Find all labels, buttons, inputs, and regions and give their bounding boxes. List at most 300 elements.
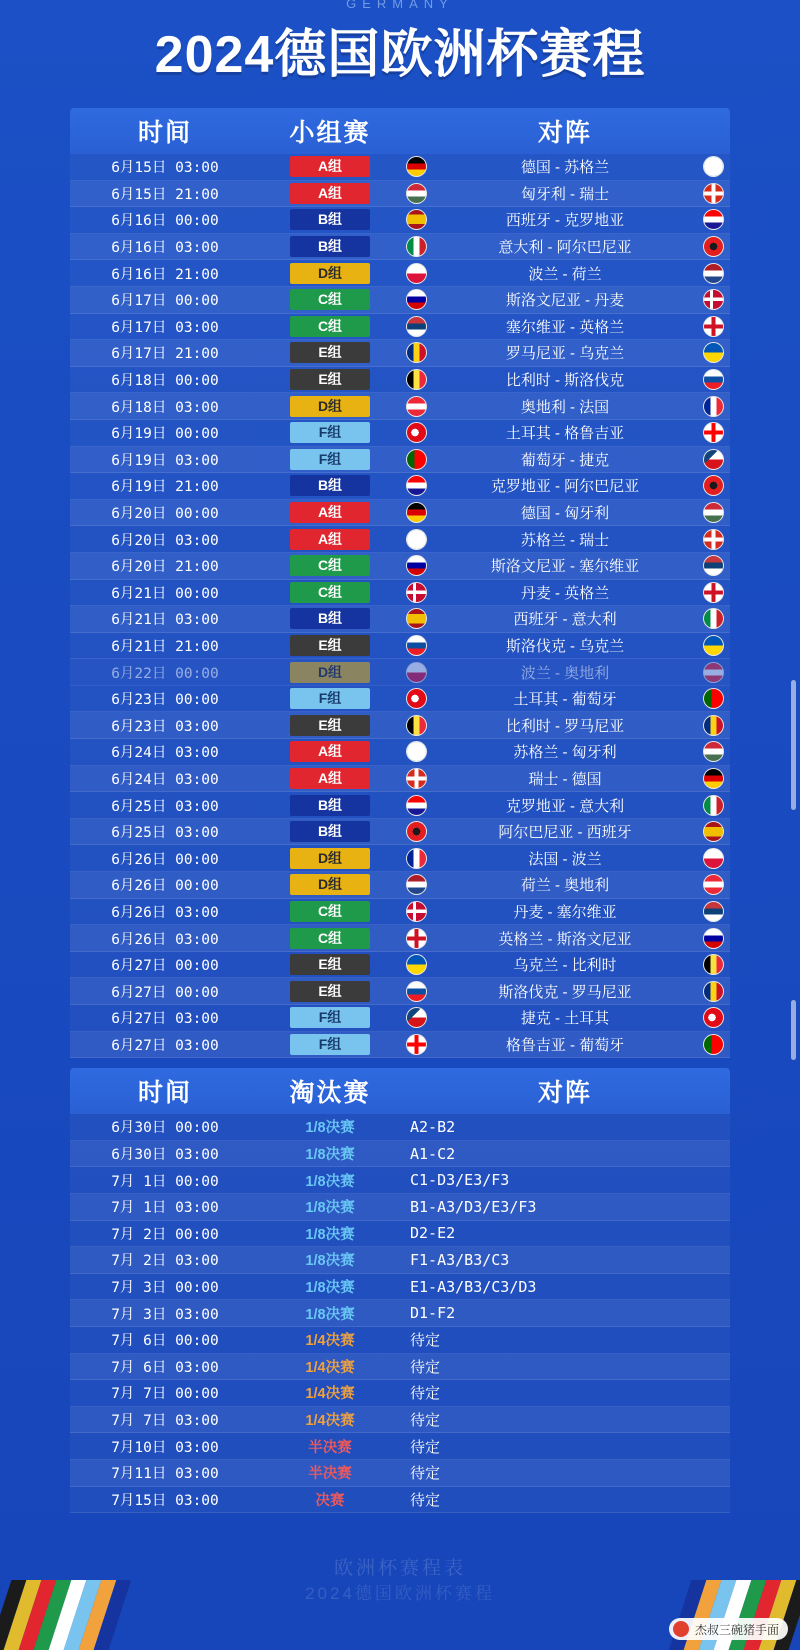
- match-time: 7月 1日 03:00: [111, 1200, 219, 1217]
- match-time: 7月 2日 00:00: [111, 1226, 219, 1243]
- table-row: [70, 1460, 730, 1487]
- stage-label: 1/8决赛: [305, 1226, 355, 1243]
- match-cell: [400, 209, 730, 230]
- match-cell: [400, 529, 730, 550]
- group-badge: B组: [290, 209, 370, 230]
- flag-icon-pl: [406, 662, 427, 683]
- flag-icon-pl: [406, 263, 427, 284]
- group-cell: [260, 795, 400, 816]
- group-badge: E组: [290, 342, 370, 363]
- credit-badge[interactable]: [669, 1618, 788, 1640]
- match-teams: 比利时 - 斯洛伐克: [505, 372, 625, 390]
- flag-icon-sc: [406, 741, 427, 762]
- match-time: 6月21日 21:00: [111, 638, 219, 655]
- table-row: [70, 580, 730, 607]
- match-cell: [400, 768, 730, 789]
- match-cell: [400, 901, 730, 922]
- table-row: [70, 1327, 730, 1354]
- match-cell: [400, 263, 730, 284]
- match-cell: [400, 928, 730, 949]
- group-badge: A组: [290, 768, 370, 789]
- table-row: [70, 287, 730, 314]
- flag-icon-sk: [703, 369, 724, 390]
- match-time: 6月17日 03:00: [111, 319, 219, 336]
- match-teams: 西班牙 - 克罗地亚: [505, 212, 625, 230]
- group-badge: E组: [290, 635, 370, 656]
- flag-icon-ch: [406, 768, 427, 789]
- match-time: 7月 1日 00:00: [111, 1173, 219, 1190]
- match-time: 7月 7日 03:00: [111, 1413, 219, 1430]
- match-teams: 法国 - 波兰: [528, 850, 602, 868]
- table-row: [70, 872, 730, 899]
- match-time: 7月 6日 03:00: [111, 1359, 219, 1376]
- match-time: 6月19日 00:00: [111, 426, 219, 443]
- flag-icon-pt: [703, 688, 724, 709]
- flag-icon-ge: [703, 422, 724, 443]
- match-cell: [400, 608, 730, 629]
- flag-icon-nl: [406, 874, 427, 895]
- match-cell: [400, 715, 730, 736]
- group-badge: F组: [290, 688, 370, 709]
- table-row: [70, 1221, 730, 1248]
- group-badge: D组: [290, 662, 370, 683]
- group-badge: C组: [290, 289, 370, 310]
- match-cell: [400, 502, 730, 523]
- flag-icon-hu: [703, 502, 724, 523]
- table-row: [70, 181, 730, 208]
- flag-icon-ro: [406, 342, 427, 363]
- table-row: [70, 473, 730, 500]
- match-cell: [400, 369, 730, 390]
- match-time: 6月17日 21:00: [111, 346, 219, 363]
- group-badge: C组: [290, 316, 370, 337]
- match-time: 7月 3日 03:00: [111, 1306, 219, 1323]
- matchup-label: 待定: [410, 1384, 441, 1403]
- matchup-label: 待定: [410, 1411, 441, 1430]
- header-group: 小组赛: [289, 119, 371, 147]
- flag-icon-en: [703, 582, 724, 603]
- match-teams: 斯洛文尼亚 - 塞尔维亚: [490, 558, 640, 576]
- group-table-header: [70, 108, 730, 154]
- knockout-table: [70, 1068, 730, 1513]
- match-teams: 荷兰 - 奥地利: [520, 877, 610, 895]
- match-time: 6月26日 00:00: [111, 851, 219, 868]
- flag-icon-de: [406, 156, 427, 177]
- table-row: [70, 420, 730, 447]
- match-time: 6月24日 03:00: [111, 771, 219, 788]
- match-teams: 丹麦 - 塞尔维亚: [513, 903, 617, 921]
- match-time: 6月25日 03:00: [111, 798, 219, 815]
- group-stage-table: [70, 108, 730, 1513]
- group-badge: C组: [290, 901, 370, 922]
- table-row: [70, 1380, 730, 1407]
- match-time: 6月22日 00:00: [111, 665, 219, 682]
- match-cell: [400, 422, 730, 443]
- match-cell: [400, 396, 730, 417]
- stage-label: 1/8决赛: [305, 1147, 355, 1164]
- group-cell: [260, 901, 400, 922]
- match-time: 6月20日 03:00: [111, 532, 219, 549]
- match-cell: [400, 342, 730, 363]
- match-cell: [400, 555, 730, 576]
- group-cell: [260, 821, 400, 842]
- match-teams: 捷克 - 土耳其: [520, 1010, 610, 1028]
- group-cell: [260, 316, 400, 337]
- match-teams: 奥地利 - 法国: [520, 398, 610, 416]
- group-badge: C组: [290, 582, 370, 603]
- group-badge: E组: [290, 369, 370, 390]
- stage-label: 1/4决赛: [305, 1386, 355, 1403]
- table-row: [70, 340, 730, 367]
- flag-icon-dk: [406, 582, 427, 603]
- group-badge: D组: [290, 263, 370, 284]
- table-row: [70, 1005, 730, 1032]
- group-cell: [260, 449, 400, 470]
- match-cell: [400, 741, 730, 762]
- group-badge: F组: [290, 449, 370, 470]
- match-teams: 阿尔巴尼亚 - 西班牙: [498, 824, 632, 842]
- group-cell: [260, 236, 400, 257]
- match-time: 6月21日 03:00: [111, 612, 219, 629]
- match-cell: [400, 183, 730, 204]
- group-cell: [260, 928, 400, 949]
- stage-label: 1/8决赛: [305, 1280, 355, 1297]
- table-row: [70, 1194, 730, 1221]
- ko-header-time: 时间: [137, 1079, 192, 1108]
- flag-icon-be: [406, 715, 427, 736]
- flag-icon-en: [703, 316, 724, 337]
- flag-icon-ro: [703, 715, 724, 736]
- table-row: [70, 1487, 730, 1514]
- table-row: [70, 845, 730, 872]
- matchup-label: A1-C2: [410, 1144, 456, 1163]
- match-time: 7月 7日 00:00: [111, 1386, 219, 1403]
- table-row: [70, 1300, 730, 1327]
- table-row: [70, 659, 730, 686]
- group-cell: [260, 369, 400, 390]
- table-row: [70, 1167, 730, 1194]
- flag-icon-al: [703, 475, 724, 496]
- matchup-label: 待定: [410, 1357, 441, 1376]
- flag-icon-hr: [406, 475, 427, 496]
- matchup-label: E1-A3/B3/C3/D3: [410, 1277, 537, 1296]
- group-cell: [260, 741, 400, 762]
- table-row: [70, 766, 730, 793]
- group-cell: [260, 209, 400, 230]
- flag-icon-es: [406, 209, 427, 230]
- match-time: 6月17日 00:00: [111, 293, 219, 310]
- match-time: 6月27日 03:00: [111, 1011, 219, 1028]
- table-row: [70, 500, 730, 527]
- flag-icon-sk: [406, 981, 427, 1002]
- table-row: [70, 1247, 730, 1274]
- supertitle: GERMANY: [346, 0, 454, 11]
- ko-rows: [70, 1114, 730, 1513]
- flag-icon-ge: [406, 1034, 427, 1055]
- table-row: [70, 1114, 730, 1141]
- match-teams: 丹麦 - 英格兰: [520, 584, 610, 602]
- table-row: [70, 739, 730, 766]
- match-time: 6月19日 21:00: [111, 479, 219, 496]
- match-time: 6月27日 00:00: [111, 984, 219, 1001]
- group-cell: [260, 475, 400, 496]
- flag-icon-es: [703, 821, 724, 842]
- match-teams: 罗马尼亚 - 乌克兰: [505, 345, 625, 363]
- flag-icon-sc: [703, 156, 724, 177]
- match-cell: [400, 1007, 730, 1028]
- flag-icon-hu: [703, 741, 724, 762]
- flag-icon-ua: [406, 954, 427, 975]
- matchup-label: 待定: [410, 1331, 441, 1350]
- group-badge: A组: [290, 502, 370, 523]
- stage-label: 半决赛: [308, 1439, 352, 1456]
- flag-icon-ch: [703, 183, 724, 204]
- group-cell: [260, 662, 400, 683]
- flag-icon-en: [406, 928, 427, 949]
- match-time: 6月15日 03:00: [111, 160, 219, 177]
- match-time: 7月 2日 03:00: [111, 1253, 219, 1270]
- match-time: 6月30日 00:00: [111, 1120, 219, 1137]
- table-row: [70, 234, 730, 261]
- flag-icon-hr: [703, 209, 724, 230]
- group-badge: B组: [290, 821, 370, 842]
- group-badge: C组: [290, 928, 370, 949]
- match-cell: [400, 156, 730, 177]
- match-time: 6月25日 03:00: [111, 825, 219, 842]
- flag-icon-si: [406, 555, 427, 576]
- flag-icon-pl: [703, 848, 724, 869]
- match-cell: [400, 582, 730, 603]
- match-time: 6月27日 00:00: [111, 958, 219, 975]
- flag-icon-hr: [406, 795, 427, 816]
- flag-icon-dk: [406, 901, 427, 922]
- table-row: [70, 952, 730, 979]
- table-row: [70, 1032, 730, 1059]
- group-badge: F组: [290, 1034, 370, 1055]
- table-row: [70, 978, 730, 1005]
- group-badge: E组: [290, 954, 370, 975]
- flag-icon-ua: [703, 635, 724, 656]
- group-badge: D组: [290, 396, 370, 417]
- flag-icon-it: [703, 795, 724, 816]
- match-cell: [400, 1034, 730, 1055]
- match-time: 6月15日 21:00: [111, 186, 219, 203]
- group-cell: [260, 848, 400, 869]
- group-cell: [260, 608, 400, 629]
- match-time: 6月24日 03:00: [111, 745, 219, 762]
- flag-icon-ua: [703, 342, 724, 363]
- flag-icon-sk: [406, 635, 427, 656]
- group-cell: [260, 582, 400, 603]
- group-badge: C组: [290, 555, 370, 576]
- match-teams: 西班牙 - 意大利: [513, 611, 617, 629]
- flag-icon-it: [703, 608, 724, 629]
- group-badge: A组: [290, 156, 370, 177]
- match-cell: [400, 316, 730, 337]
- flag-icon-fr: [703, 396, 724, 417]
- group-cell: [260, 635, 400, 656]
- stage-label: 1/8决赛: [305, 1253, 355, 1270]
- match-teams: 格鲁吉亚 - 葡萄牙: [505, 1036, 625, 1054]
- match-time: 7月 3日 00:00: [111, 1280, 219, 1297]
- stage-label: 1/8决赛: [305, 1120, 355, 1137]
- matchup-label: 待定: [410, 1464, 441, 1483]
- group-cell: [260, 396, 400, 417]
- match-time: 7月 6日 00:00: [111, 1333, 219, 1350]
- group-cell: [260, 289, 400, 310]
- match-time: 6月18日 03:00: [111, 399, 219, 416]
- matchup-label: A2-B2: [410, 1117, 456, 1136]
- match-teams: 瑞士 - 德国: [528, 770, 602, 788]
- table-row: [70, 526, 730, 553]
- stage-label: 1/8决赛: [305, 1306, 355, 1323]
- flag-icon-it: [406, 236, 427, 257]
- flag-icon-rs: [703, 901, 724, 922]
- match-time: 6月20日 21:00: [111, 559, 219, 576]
- group-cell: [260, 183, 400, 204]
- group-cell: [260, 555, 400, 576]
- group-badge: D组: [290, 848, 370, 869]
- matchup-label: B1-A3/D3/E3/F3: [410, 1197, 537, 1216]
- match-cell: [400, 981, 730, 1002]
- match-teams: 意大利 - 阿尔巴尼亚: [498, 239, 632, 257]
- header-match: 对阵: [537, 119, 592, 147]
- ko-header-stage: 淘汰赛: [289, 1079, 371, 1108]
- credit-name: 杰叔三碗猪手面: [694, 1622, 779, 1637]
- match-teams: 德国 - 苏格兰: [520, 159, 610, 177]
- group-cell: [260, 342, 400, 363]
- match-time: 6月26日 03:00: [111, 904, 219, 921]
- group-cell: [260, 263, 400, 284]
- table-row: [70, 1407, 730, 1434]
- match-cell: [400, 954, 730, 975]
- match-cell: [400, 688, 730, 709]
- flag-icon-ro: [703, 981, 724, 1002]
- table-row: [70, 686, 730, 713]
- scrollbar-thumb-upper[interactable]: [791, 680, 796, 810]
- flag-icon-de: [703, 768, 724, 789]
- flag-icon-at: [703, 874, 724, 895]
- match-cell: [400, 848, 730, 869]
- match-teams: 波兰 - 奥地利: [520, 664, 610, 682]
- match-teams: 波兰 - 荷兰: [528, 265, 602, 283]
- group-rows: [70, 154, 730, 1058]
- match-time: 7月11日 03:00: [111, 1466, 219, 1483]
- match-cell: [400, 449, 730, 470]
- flag-icon-be: [406, 369, 427, 390]
- matchup-label: D1-F2: [410, 1304, 456, 1323]
- group-cell: [260, 981, 400, 1002]
- match-teams: 葡萄牙 - 捷克: [520, 451, 610, 469]
- table-row: [70, 393, 730, 420]
- flag-icon-es: [406, 608, 427, 629]
- table-row: [70, 633, 730, 660]
- match-teams: 土耳其 - 葡萄牙: [513, 691, 617, 709]
- flag-icon-dk: [703, 289, 724, 310]
- match-teams: 克罗地亚 - 阿尔巴尼亚: [490, 478, 640, 496]
- match-time: 6月30日 03:00: [111, 1147, 219, 1164]
- flag-icon-hu: [406, 183, 427, 204]
- match-teams: 英格兰 - 斯洛文尼亚: [498, 930, 632, 948]
- match-time: 6月19日 03:00: [111, 452, 219, 469]
- match-time: 6月20日 00:00: [111, 506, 219, 523]
- group-cell: [260, 688, 400, 709]
- flag-icon-tr: [703, 1007, 724, 1028]
- stage-label: 1/4决赛: [305, 1333, 355, 1350]
- table-row: [70, 207, 730, 234]
- table-row: [70, 1141, 730, 1168]
- flag-icon-al: [406, 821, 427, 842]
- match-cell: [400, 289, 730, 310]
- group-badge: A组: [290, 183, 370, 204]
- ko-header-match: 对阵: [537, 1079, 592, 1108]
- flag-icon-at: [406, 396, 427, 417]
- matchup-label: F1-A3/B3/C3: [410, 1250, 510, 1269]
- flag-icon-al: [703, 236, 724, 257]
- group-cell: [260, 156, 400, 177]
- header-time: 时间: [137, 119, 192, 147]
- flag-icon-be: [703, 954, 724, 975]
- group-badge: F组: [290, 422, 370, 443]
- group-badge: E组: [290, 715, 370, 736]
- table-row: [70, 606, 730, 633]
- flag-icon-si: [703, 928, 724, 949]
- group-badge: F组: [290, 1007, 370, 1028]
- flag-icon-rs: [406, 316, 427, 337]
- group-badge: E组: [290, 981, 370, 1002]
- match-time: 6月16日 21:00: [111, 266, 219, 283]
- table-row: [70, 792, 730, 819]
- stage-label: 1/8决赛: [305, 1200, 355, 1217]
- group-cell: [260, 715, 400, 736]
- table-row: [70, 314, 730, 341]
- flag-icon-pt: [406, 449, 427, 470]
- table-row: [70, 1433, 730, 1460]
- match-time: 7月10日 03:00: [111, 1439, 219, 1456]
- match-time: 6月23日 00:00: [111, 692, 219, 709]
- scrollbar-thumb-lower[interactable]: [791, 1000, 796, 1060]
- matchup-label: C1-D3/E3/F3: [410, 1171, 510, 1190]
- group-badge: B组: [290, 795, 370, 816]
- ko-table-header: [70, 1068, 730, 1114]
- table-row: [70, 154, 730, 181]
- table-row: [70, 819, 730, 846]
- match-teams: 斯洛文尼亚 - 丹麦: [505, 292, 625, 310]
- stage-label: 半决赛: [308, 1466, 352, 1483]
- flag-icon-de: [406, 502, 427, 523]
- match-time: 6月27日 03:00: [111, 1037, 219, 1054]
- match-teams: 德国 - 匈牙利: [520, 505, 610, 523]
- match-time: 6月18日 00:00: [111, 373, 219, 390]
- group-cell: [260, 422, 400, 443]
- match-time: 6月26日 03:00: [111, 931, 219, 948]
- group-badge: B组: [290, 236, 370, 257]
- table-row: [70, 925, 730, 952]
- group-cell: [260, 1034, 400, 1055]
- stage-label: 决赛: [315, 1492, 345, 1509]
- match-cell: [400, 821, 730, 842]
- stage-label: 1/4决赛: [305, 1413, 355, 1430]
- match-time: 6月26日 00:00: [111, 878, 219, 895]
- match-cell: [400, 475, 730, 496]
- matchup-label: D2-E2: [410, 1224, 456, 1243]
- decor-stripes-left: [0, 1580, 131, 1650]
- match-time: 7月15日 03:00: [111, 1492, 219, 1509]
- table-row: [70, 260, 730, 287]
- match-cell: [400, 795, 730, 816]
- flag-icon-at: [703, 662, 724, 683]
- group-cell: [260, 529, 400, 550]
